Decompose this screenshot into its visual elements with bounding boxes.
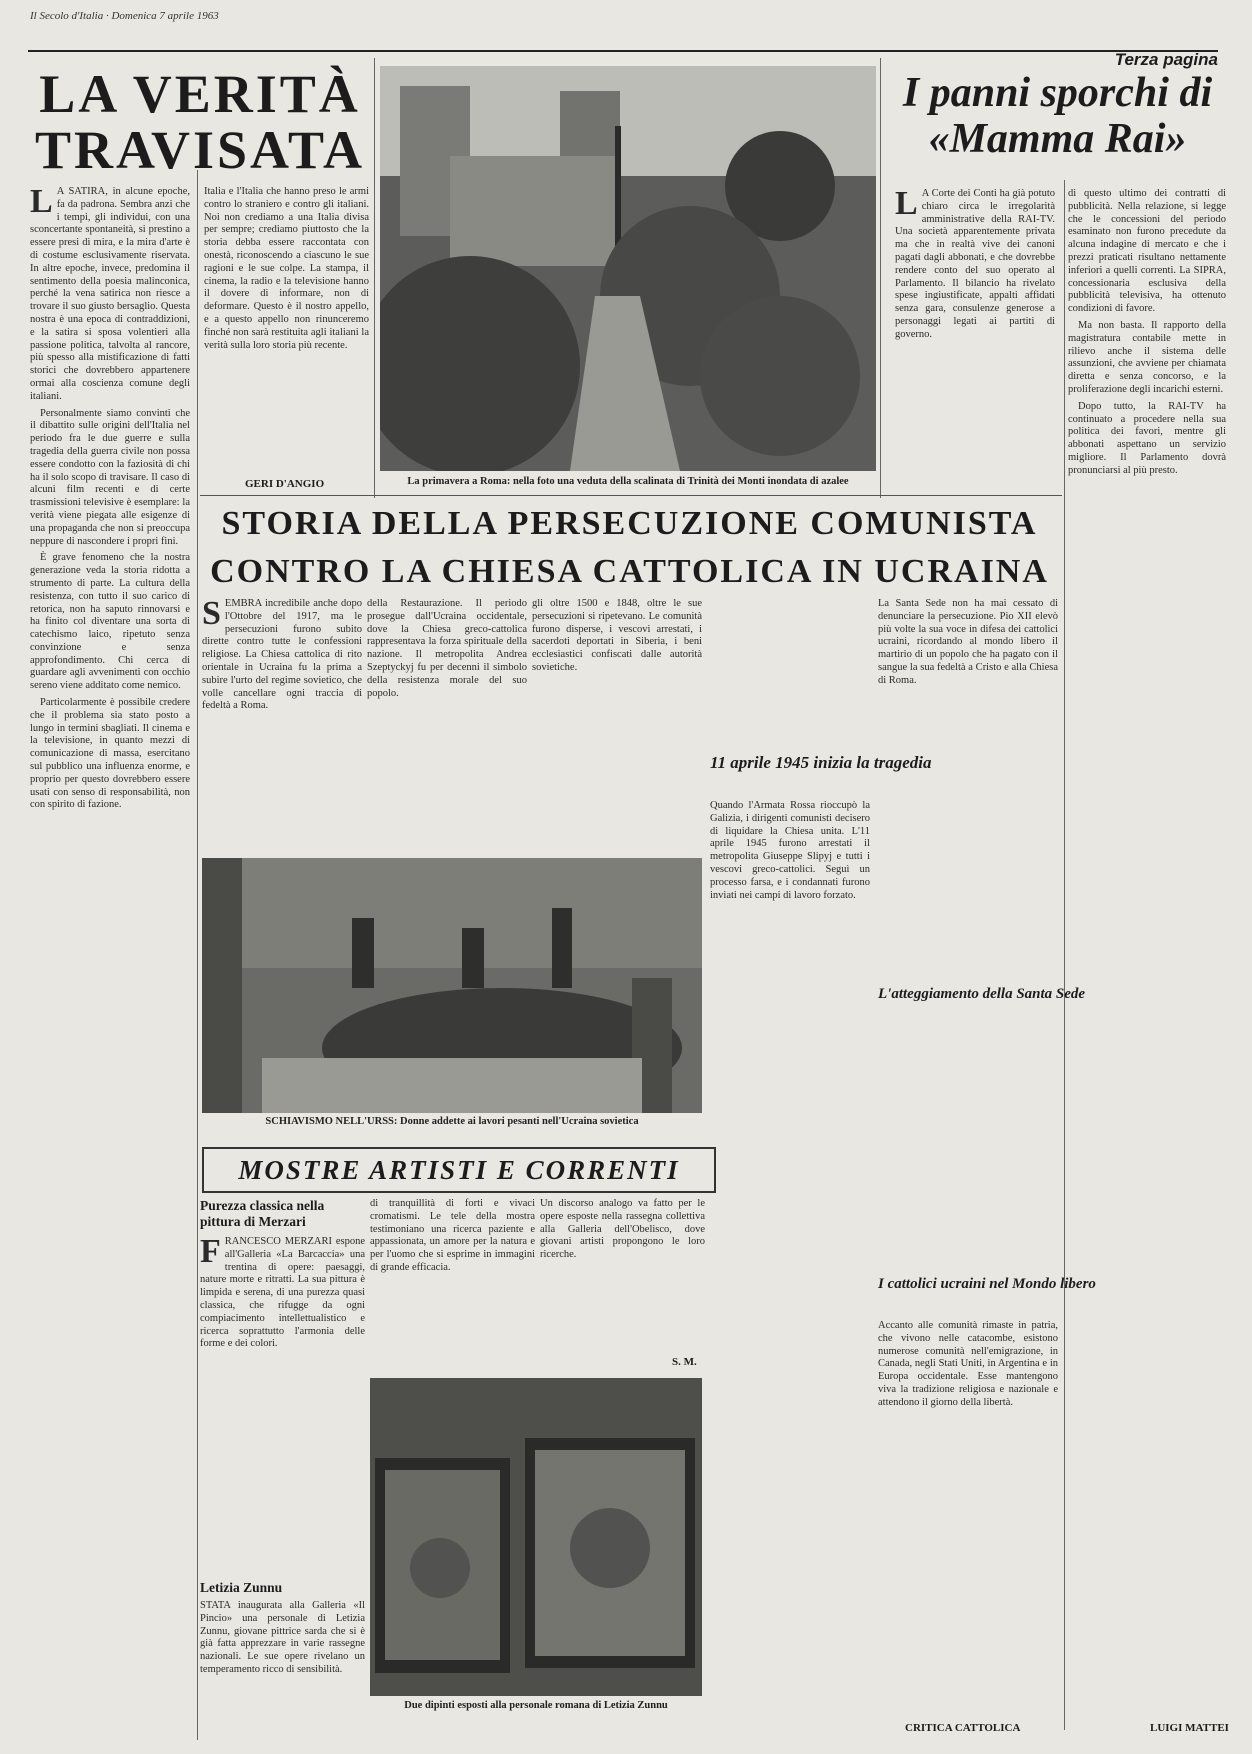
article-storia-column-2: della Restaurazione. Il periodo prosegue dall'Ucraina occidentale, dove la Chiesa greco-cattolica rappresentava la forza spirituale della nazione. Il metropolita Andrea Szeptyckyj fu per decenni il simbolo della resistenza morale del suo popolo.: [367, 598, 527, 699]
dropcap: F: [200, 1236, 221, 1270]
mostre-letizia-column: STATA inaugurata alla Galleria «Il Pincio» una personale di Letizia Zunnu, giovane pittrice sarda che si è già fatta apprezzare in varie rassegne nazionali. Le sue opere rivelano un temperamento ricco di sensibilità.: [200, 1600, 365, 1675]
article-title-panni: I panni sporchi di «Mamma Rai»: [902, 70, 1213, 162]
dropcap: L: [895, 188, 918, 222]
mostre-column-3: Un discorso analogo va fatto per le opere esposte nella rassegna collettiva alla Galleria dell'Obelisco, dove giovani artisti propongono le loro ricerche.: [540, 1198, 705, 1261]
subhead-letizia-zunnu: Letizia Zunnu: [200, 1580, 283, 1595]
article-storia-column-3: gli oltre 1500 e 1848, oltre le sue persecuzioni si ripetevano. Le comunità furono disperse, i vescovi arrestati, i sacerdoti deportati in Siberia, i beni ecclesiastici confiscati dalle autorità sovietiche.: [532, 598, 702, 673]
mostre-banner: [202, 1147, 716, 1193]
photo-letizia-zunnu: [370, 1378, 702, 1696]
photo-top-caption: La primavera a Roma: nella foto una veduta della scalinata di Trinità dei Monti inondata di azalee: [407, 476, 849, 487]
column-divider: [880, 58, 881, 498]
author-byline: GERI D'ANGIO: [245, 478, 325, 490]
column-divider: [374, 58, 375, 498]
section-label: Terza pagina: [1114, 50, 1218, 69]
photo-mid-caption: SCHIAVISMO NELL'URSS: Donne addette ai lavori pesanti nell'Ucraina sovietica: [265, 1116, 639, 1127]
signature-critica-cattolica: CRITICA CATTOLICA: [905, 1722, 1021, 1734]
signature-mostre: S. M.: [672, 1356, 697, 1368]
mostre-title: MOSTRE ARTISTI E CORRENTI: [238, 1155, 680, 1185]
subhead-cattolici-ucraini: I cattolici ucraini nel Mondo libero: [878, 1276, 1096, 1292]
mostre-column-2: di tranquillità di forti e vivaci cromatismi. Le tele della mostra testimoniano una ricerca paziente e appassionata, un amore per la natura e per l'uomo che si esprime in immagini di grande efficacia.: [370, 1198, 535, 1273]
article-storia-column-4: Quando l'Armata Rossa rioccupò la Galizia, i dirigenti comunisti decisero di liquidare la Chiesa unita. L'11 aprile 1945 furono arrestati il metropolita Giuseppe Slipyj e tutti i vescovi greco-cattolici. Seguì un processo farsa, e i condannati furono inviati nei campi di lavoro forzato.: [710, 800, 870, 901]
subhead-purezza: Purezza classica nella pittura di Merzari: [200, 1198, 325, 1229]
article-panni-column: L A Corte dei Conti ha già potuto chiaro circa le irregolarità amministrative della RAI-TV. Una società apparentemente privata ma che in realtà vive dei canoni pagati dagli abbonati, e che dovrebbe rendere conto del suo operato al Parlamento. Il bilancio ha rivelato spese ingiustificate, appalti affidati senza gara, consulenze generose a personaggi legati ai partiti di governo.: [895, 188, 1055, 340]
dropcap: S: [202, 598, 221, 632]
section-rule: [200, 495, 1062, 496]
top-rule: [28, 50, 1218, 52]
photo-bottom-caption: Due dipinti esposti alla personale romana di Letizia Zunnu: [404, 1700, 668, 1711]
article-title-verita: LA VERITÀ TRAVISATA: [34, 64, 366, 180]
masthead: Il Secolo d'Italia · Domenica 7 aprile 1963: [30, 10, 219, 22]
article-verita-column: L A SATIRA, in alcune epoche, fa da padrona. Sembra anzi che i tempi, gli individui, con una sconcertante spontaneità, si prestino a essere presi di mira, e la mira d'arte è di costume esclusivamente riservata. In altre epoche, invece, predomina il sentimento della poesia malinconica, perché la vena satirica non riesce a trovare il suo giusto bersaglio. Questa nostra è una epoca di contraddizioni, e la satira si sposa volentieri alla passione politica, talvolta al rancore, più spesso alla mistificazione di fatti storici che dovrebbero appartenere ormai alla coscienza comune degli italiani. Personalmente siamo convinti che il dibattito sulle origini dell'Italia nel periodo fra le due guerre e sulla tragedia della guerra civile non possa essere condotto con la faziosità di chi ha il solo scopo di travisare. Il caso di alcuni film recenti e di certe trasmissioni televisive è esemplare: la verità viene piegata alle esigenze di una propaganda che non si preoccupa neppure di nascondere i propri fini. È grave fenomeno che la nostra generazione veda la storia ridotta a strumento di parte. La cultura della resistenza, con tutto il suo carico di retorica, non ha saputo rinnovarsi e ha finito col diventare una sorta di catechismo laico, ripetuto senza convinzione e senza approfondimento. Chi cerca di guardare agli avvenimenti con occhio sereno viene additato come nemico. Particolarmente è possibile credere che il problema sia stato posto a lungo in termini sbagliati. Il cinema e la televisione, in quanto mezzi di comunicazione di massa, esercitano sul pubblico una influenza enorme, e proprio per questo dovrebbero essere usati con senso di responsabilità, non con spirito di fazione.: [30, 186, 190, 811]
column-divider: [1064, 180, 1065, 1730]
article-title-storia: STORIA DELLA PERSECUZIONE COMUNISTA CONTRO LA CHIESA CATTOLICA IN UCRAINA: [210, 505, 1049, 590]
signature-author: LUIGI MATTEI: [1150, 1722, 1229, 1734]
subhead-santa-sede: L'atteggiamento della Santa Sede: [878, 986, 1086, 1002]
photo-trinita-dei-monti: [380, 66, 876, 471]
mostre-column-1: FRANCESCO MERZARI espone all'Galleria «La Barcaccia» una trentina di opere: paesaggi, nature morte e ritratti. La sua pittura è limpida e serena, di una purezza quasi classica, che rifugge da ogni compiacimento intellettualistico e ricerca soprattutto l'armonia delle forme e dei colori.: [200, 1236, 365, 1350]
column-divider: [197, 170, 198, 1740]
article-storia-column-5: La Santa Sede non ha mai cessato di denunciare la persecuzione. Pio XII elevò più volte la sua voce in difesa dei cattolici ucraini, ricordando al mondo libero il martirio di un popolo che ha pagato con il sangue la sua fedeltà a Cristo e alla Chiesa di Roma.: [878, 598, 1058, 686]
dropcap: L: [30, 186, 53, 220]
photo-schiavismo: [202, 858, 702, 1113]
subhead-11-aprile-1945: 11 aprile 1945 inizia la tragedia: [710, 753, 932, 772]
article-verita-column-2: Italia e l'Italia che hanno preso le armi contro lo straniero e contro gli italiani. Noi non crediamo a una Italia divisa per sempre; crediamo piuttosto che la storia debba essere raccontata con onestà, riconoscendo a ciascuno le sue ragioni e le sue colpe. La stampa, il cinema, la radio e la televisione hanno il dovere di informare, non di deformare. Questo è il nostro appello, e a questo appello non rinunceremo finché non sarà restituita agli italiani la verità sulla loro storia più recente.: [204, 186, 369, 351]
article-panni-column-2: di questo ultimo dei contratti di pubblicità. Nella relazione, si legge che le concessioni del periodo esaminato non furono precedute da alcuna indagine di mercato e che i prezzi praticati risultano nettamente inferiori a quelli correnti. La SIPRA, concessionaria esclusiva della pubblicità televisiva, ha ottenuto condizioni di favore. Ma non basta. Il rapporto della magistratura contabile mette in rilievo anche il sistema delle assunzioni, che avviene per chiamata diretta e senza concorso, e la proliferazione degli incarichi esterni. Dopo tutto, la RAI-TV ha continuato a procedere nella sua politica dei favori, mentre gli abbonati aspettano un servizio migliore. Il Parlamento dovrà pronunciarsi al più presto.: [1068, 188, 1226, 476]
article-storia-column-6: Accanto alle comunità rimaste in patria, che vivono nelle catacombe, esistono numerose comunità nell'emigrazione, in Canada, negli Stati Uniti, in Argentina e in Europa occidentale. Esse mantengono viva la tradizione religiosa e nazionale e attendono il giorno della libertà.: [878, 1320, 1058, 1408]
article-storia-column-1: SEMBRA incredibile anche dopo l'Ottobre del 1917, ma le persecuzioni furono subito dirette contro tutte le confessioni religiose. La Chiesa cattolica di rito orientale in Ucraina fu la prima a subire l'urto del regime sovietico, che volle cancellare ogni traccia di fedeltà a Roma.: [202, 598, 362, 712]
